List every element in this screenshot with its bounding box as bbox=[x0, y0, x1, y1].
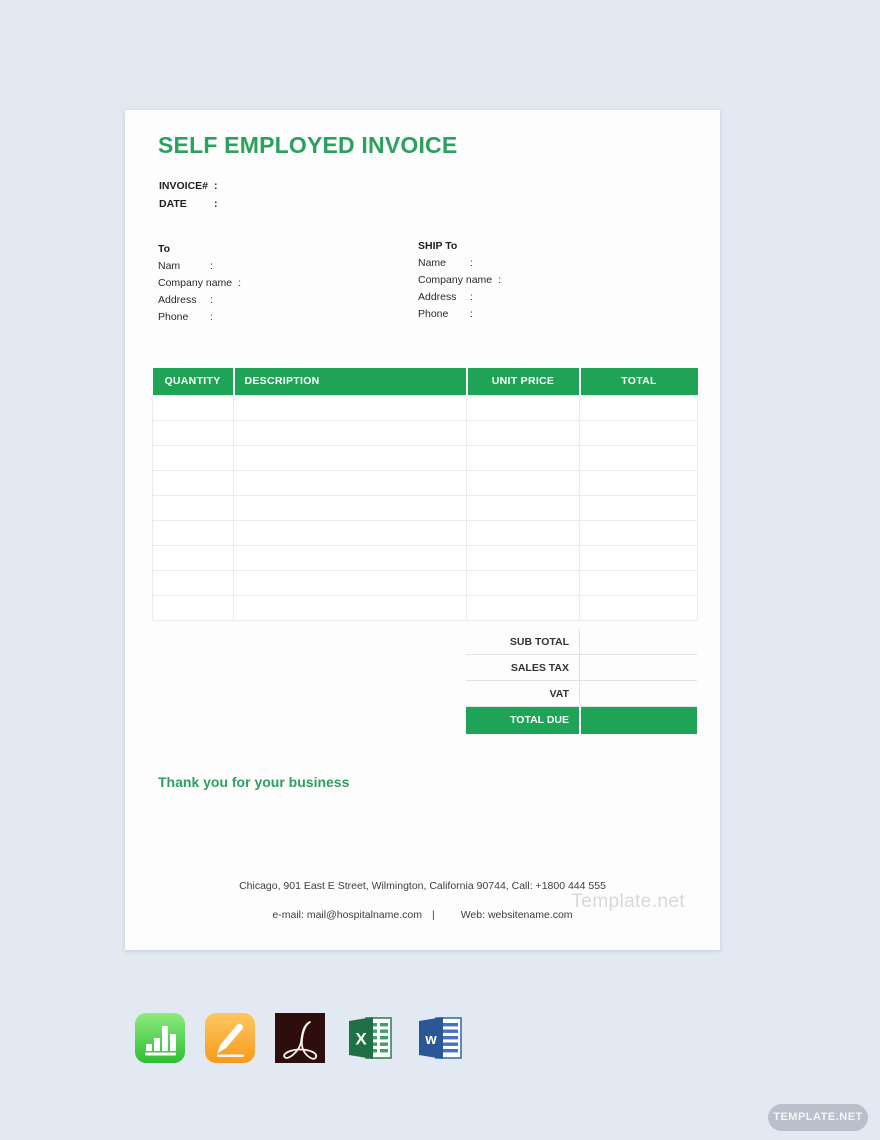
total-due-row bbox=[466, 707, 697, 734]
adobe-pdf-icon[interactable] bbox=[275, 1013, 325, 1063]
sales-tax-row bbox=[466, 655, 697, 681]
total-due-label: TOTAL DUE bbox=[510, 714, 569, 726]
invoice-number-colon: : bbox=[214, 180, 218, 192]
table-cell bbox=[153, 470, 234, 495]
table-cell bbox=[467, 520, 580, 545]
colon: : bbox=[210, 260, 213, 272]
bill-to-company-row bbox=[158, 275, 241, 292]
table-cell bbox=[234, 570, 467, 595]
ship-to-address-row bbox=[418, 289, 501, 306]
table-cell bbox=[580, 495, 698, 520]
template-net-watermark: Template.net bbox=[571, 891, 685, 912]
table-row bbox=[153, 470, 698, 495]
apple-numbers-icon[interactable] bbox=[135, 1013, 185, 1063]
colon: : bbox=[498, 274, 502, 286]
vat-label: VAT bbox=[466, 681, 579, 707]
table-cell bbox=[467, 545, 580, 570]
table-cell bbox=[580, 470, 698, 495]
bill-to-name-label: Nam bbox=[158, 260, 181, 272]
colon: : bbox=[470, 308, 473, 320]
invoice-number-label: INVOICE# bbox=[159, 180, 209, 192]
ship-to-heading: SHIP To bbox=[418, 240, 458, 252]
table-row bbox=[153, 520, 698, 545]
table-row bbox=[153, 495, 698, 520]
total-header: TOTAL bbox=[580, 368, 698, 395]
thank-you-message: Thank you for your business bbox=[158, 774, 350, 790]
quantity-header: QUANTITY bbox=[153, 368, 234, 395]
ship-to-section bbox=[418, 238, 501, 323]
footer-contact-line bbox=[125, 909, 720, 921]
table-cell bbox=[580, 545, 698, 570]
table-cell bbox=[153, 495, 234, 520]
ship-to-company-row bbox=[418, 272, 501, 289]
subtotal-label: SUB TOTAL bbox=[466, 629, 579, 655]
bill-to-heading: To bbox=[158, 243, 171, 255]
footer-web: Web: websitename.com bbox=[460, 909, 573, 921]
template-net-badge[interactable]: TEMPLATE.NET bbox=[768, 1104, 868, 1131]
sales-tax-label: SALES TAX bbox=[466, 655, 579, 681]
table-row bbox=[153, 420, 698, 445]
table-cell bbox=[234, 545, 467, 570]
table-cell bbox=[153, 545, 234, 570]
table-cell bbox=[467, 595, 580, 620]
colon: : bbox=[210, 311, 213, 323]
svg-text:X: X bbox=[355, 1029, 367, 1049]
table-cell bbox=[467, 470, 580, 495]
table-cell bbox=[234, 470, 467, 495]
svg-text:w: w bbox=[425, 1032, 437, 1048]
table-cell bbox=[580, 595, 698, 620]
table-cell bbox=[467, 420, 580, 445]
table-cell bbox=[234, 595, 467, 620]
table-cell bbox=[153, 570, 234, 595]
invoice-title: SELF EMPLOYED INVOICE bbox=[158, 132, 458, 158]
table-row bbox=[153, 570, 698, 595]
sales-tax-value bbox=[579, 655, 697, 681]
apple-pages-icon[interactable] bbox=[205, 1013, 255, 1063]
colon: : bbox=[238, 277, 242, 289]
table-cell bbox=[153, 595, 234, 620]
colon: : bbox=[470, 257, 473, 269]
bill-to-phone-label: Phone bbox=[158, 311, 189, 323]
table-row bbox=[153, 445, 698, 470]
table-cell bbox=[234, 420, 467, 445]
table-cell bbox=[467, 495, 580, 520]
table-cell bbox=[153, 395, 234, 420]
table-cell bbox=[234, 395, 467, 420]
table-cell bbox=[467, 570, 580, 595]
table-cell bbox=[467, 445, 580, 470]
table-row bbox=[153, 595, 698, 620]
table-cell bbox=[234, 520, 467, 545]
invoice-date-label: DATE bbox=[159, 198, 187, 210]
bill-to-name-row bbox=[158, 258, 241, 275]
table-header-row bbox=[153, 368, 698, 395]
vat-value bbox=[579, 681, 697, 707]
bill-to-address-row bbox=[158, 292, 241, 309]
table-cell bbox=[234, 495, 467, 520]
table-cell bbox=[234, 445, 467, 470]
table-cell bbox=[580, 395, 698, 420]
unit-price-header: UNIT PRICE bbox=[467, 368, 580, 395]
description-header: DESCRIPTION bbox=[234, 368, 467, 395]
table-cell bbox=[153, 420, 234, 445]
colon: : bbox=[470, 291, 473, 303]
table-cell bbox=[580, 420, 698, 445]
table-cell bbox=[580, 445, 698, 470]
table-cell bbox=[580, 570, 698, 595]
subtotal-row bbox=[466, 629, 697, 655]
ship-to-phone-row bbox=[418, 306, 501, 323]
bill-to-company-label: Company name bbox=[158, 277, 233, 289]
ms-excel-icon[interactable] bbox=[345, 1013, 395, 1063]
table-cell bbox=[580, 520, 698, 545]
ms-word-icon[interactable] bbox=[415, 1013, 465, 1063]
ship-to-name-label: Name bbox=[418, 257, 447, 269]
bill-to-section bbox=[158, 241, 241, 326]
vat-row bbox=[466, 681, 697, 707]
bill-to-phone-row bbox=[158, 309, 241, 326]
ship-to-phone-label: Phone bbox=[418, 308, 449, 320]
ship-to-company-label: Company name bbox=[418, 274, 493, 286]
ship-to-name-row bbox=[418, 255, 501, 272]
invoice-meta bbox=[159, 177, 218, 213]
table-cell bbox=[467, 395, 580, 420]
totals-section bbox=[466, 629, 697, 734]
table-cell bbox=[153, 445, 234, 470]
total-due-value bbox=[579, 707, 697, 734]
footer-separator: | bbox=[431, 909, 435, 921]
invoice-date-row bbox=[159, 195, 218, 213]
table-cell bbox=[153, 520, 234, 545]
footer-address-line: Chicago, 901 East E Street, Wilmington, California 90744, Call: +1800 444 555 bbox=[239, 880, 606, 892]
table-row bbox=[153, 545, 698, 570]
table-row bbox=[153, 395, 698, 420]
invoice-document bbox=[125, 110, 720, 950]
invoice-date-colon: : bbox=[214, 198, 218, 210]
bill-to-address-label: Address bbox=[158, 294, 197, 306]
footer-email: e-mail: mail@hospitalname.com bbox=[272, 909, 422, 921]
line-items-table bbox=[152, 368, 698, 621]
invoice-number-row bbox=[159, 177, 218, 195]
subtotal-value bbox=[579, 629, 697, 655]
line-items-body bbox=[153, 395, 698, 620]
file-format-row bbox=[135, 1013, 465, 1063]
ship-to-address-label: Address bbox=[418, 291, 457, 303]
colon: : bbox=[210, 294, 213, 306]
